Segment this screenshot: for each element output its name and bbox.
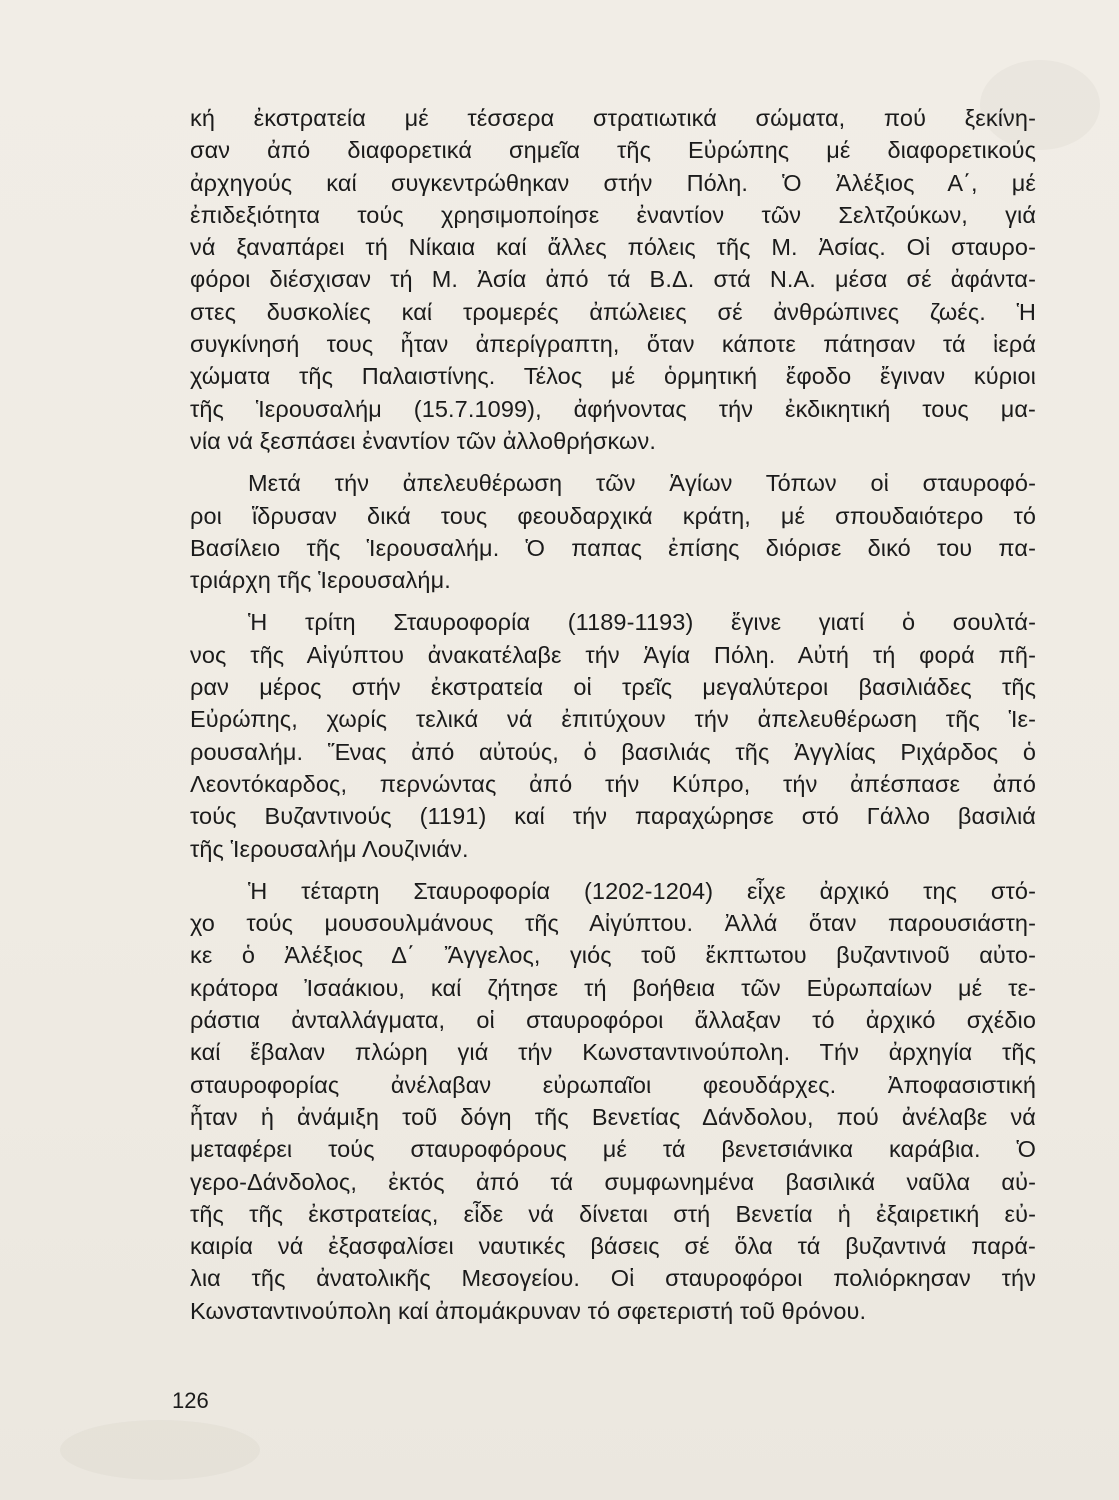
text-line: λια τῆς ἀνατολικῆς Μεσογείου. Οἱ σταυροφόροι πολιόρκησαν τήν xyxy=(190,1265,1036,1292)
text-line: ἐπιδεξιότητα τούς χρησιμοποίησε ἐναντίον τῶν Σελτζούκων, γιά xyxy=(190,201,1036,228)
page-number: 126 xyxy=(172,1388,209,1413)
text-line: ἀρχηγούς καί συγκεντρώθηκαν στήν Πόλη. Ὁ Ἀλέξιος Α΄, μέ xyxy=(190,169,1036,196)
text-line: Βασίλειο τῆς Ἱερουσαλήμ. Ὁ παπας ἐπίσης διόρισε δικό του πα- xyxy=(190,534,1036,561)
text-line: χο τούς μουσουλμάνους τῆς Αἰγύπτου. Ἀλλά ὅταν παρουσιάστη- xyxy=(190,910,1036,937)
text-line: τῆς τῆς ἐκστρατείας, εἶδε νά δίνεται στή Βενετία ἡ ἐξαιρετική εὐ- xyxy=(190,1200,1036,1227)
text-line: καιρία νά ἐξασφαλίσει ναυτικές βάσεις σέ ὅλα τά βυζαντινά παρά- xyxy=(190,1233,1036,1260)
text-line: γερο-Δάνδολος, ἐκτός ἀπό τά συμφωνημένα βασιλικά ναῦλα αὐ- xyxy=(190,1168,1036,1195)
text-line: ραν μέρος στήν ἐκστρατεία οἱ τρεῖς μεγαλύτεροι βασιλιάδες τῆς xyxy=(190,674,1036,701)
text-line: μεταφέρει τούς σταυροφόρους μέ τά βενετσιάνικα καράβια. Ὁ xyxy=(190,1136,1036,1163)
paragraph-3 xyxy=(190,606,1036,864)
paragraph-spacing xyxy=(190,596,1036,606)
text-line: Μετά τήν ἀπελευθέρωση τῶν Ἁγίων Τόπων οἱ σταυροφό- xyxy=(248,470,1036,497)
text-line: φόροι διέσχισαν τή Μ. Ἀσία ἀπό τά Β.Δ. στά Ν.Α. μέσα σέ ἀφάντα- xyxy=(190,266,1036,293)
text-line: Ἡ τέταρτη Σταυροφορία (1202-1204) εἶχε ἀρχικό της στό- xyxy=(248,877,1036,904)
text-line: νία νά ξεσπάσει ἐναντίον τῶν ἀλλοθρήσκων. xyxy=(190,427,656,454)
paragraph-spacing xyxy=(190,457,1036,467)
paragraph-1 xyxy=(190,102,1036,457)
text-line: τριάρχη τῆς Ἱερουσαλήμ. xyxy=(190,567,451,594)
text-line: σταυροφορίας ἀνέλαβαν εὐρωπαῖοι φεουδάρχες. Ἀποφασιστική xyxy=(190,1071,1036,1098)
text-line: κράτορα Ἰσαάκιου, καί ζήτησε τή βοήθεια τῶν Εὐρωπαίων μέ τε- xyxy=(190,974,1036,1001)
text-line: ρουσαλήμ. Ἕνας ἀπό αὐτούς, ὁ βασιλιάς τῆς Ἀγγλίας Ριχάρδος ὁ xyxy=(190,738,1036,765)
text-line: ροι ἵδρυσαν δικά τους φεουδαρχικά κράτη, μέ σπουδαιότερο τό xyxy=(190,502,1036,529)
text-line: συγκίνησή τους ἦταν ἀπερίγραπτη, ὅταν κάποτε πάτησαν τά ἱερά xyxy=(190,331,1036,358)
text-line: ράστια ἀνταλλάγματα, οἱ σταυροφόροι ἄλλαξαν τό ἀρχικό σχέδιο xyxy=(190,1007,1036,1034)
text-line: τούς Βυζαντινούς (1191) καί τήν παραχώρησε στό Γάλλο βασιλιά xyxy=(190,803,1036,830)
paragraph-4 xyxy=(190,875,1036,1327)
text-line: χώματα τῆς Παλαιστίνης. Τέλος μέ ὁρμητική ἔφοδο ἔγιναν κύριοι xyxy=(190,363,1036,390)
text-line: Ἡ τρίτη Σταυροφορία (1189-1193) ἔγινε γιατί ὁ σουλτά- xyxy=(248,609,1036,636)
text-line: Κωνσταντινούπολη καί ἀπομάκρυναν τό σφετεριστή τοῦ θρόνου. xyxy=(190,1297,867,1324)
text-line: νά ξαναπάρει τή Νίκαια καί ἄλλες πόλεις τῆς Μ. Ἀσίας. Οἱ σταυρο- xyxy=(190,234,1036,261)
text-line: κή ἐκστρατεία μέ τέσσερα στρατιωτικά σώματα, πού ξεκίνη- xyxy=(190,105,1036,131)
paragraph-2 xyxy=(190,467,1036,596)
body-text xyxy=(190,102,1036,1327)
text-line: Εὐρώπης, χωρίς τελικά νά ἐπιτύχουν τήν ἀπελευθέρωση τῆς Ἱε- xyxy=(190,706,1036,733)
text-line: Λεοντόκαρδος, περνώντας ἀπό τήν Κύπρο, τήν ἀπέσπασε ἀπό xyxy=(190,770,1036,797)
text-line: ἦταν ἡ ἀνάμιξη τοῦ δόγη τῆς Βενετίας Δάνδολου, πού ἀνέλαβε νά xyxy=(190,1103,1036,1130)
scan-smudge xyxy=(60,1420,260,1480)
text-line: τῆς Ἱερουσαλήμ Λουζινιάν. xyxy=(190,835,469,862)
text-line: τῆς Ἱερουσαλήμ (15.7.1099), ἀφήνοντας τήν ἐκδικητική τους μα- xyxy=(190,395,1036,422)
text-line: νος τῆς Αἰγύπτου ἀνακατέλαβε τήν Ἁγία Πόλη. Αὐτή τή φορά πῆ- xyxy=(190,641,1036,668)
text-line: στες δυσκολίες καί τρομερές ἀπώλειες σέ ἀνθρώπινες ζωές. Ἡ xyxy=(190,298,1036,325)
text-line: κε ὁ Ἀλέξιος Δ΄ Ἄγγελος, γιός τοῦ ἔκπτωτου βυζαντινοῦ αὐτο- xyxy=(190,942,1036,969)
text-line: σαν ἀπό διαφορετικά σημεῖα τῆς Εὐρώπης μέ διαφορετικούς xyxy=(190,137,1036,164)
paragraph-spacing xyxy=(190,865,1036,875)
text-line: καί ἔβαλαν πλώρη γιά τήν Κωνσταντινούπολη. Τήν ἀρχηγία τῆς xyxy=(190,1039,1036,1066)
